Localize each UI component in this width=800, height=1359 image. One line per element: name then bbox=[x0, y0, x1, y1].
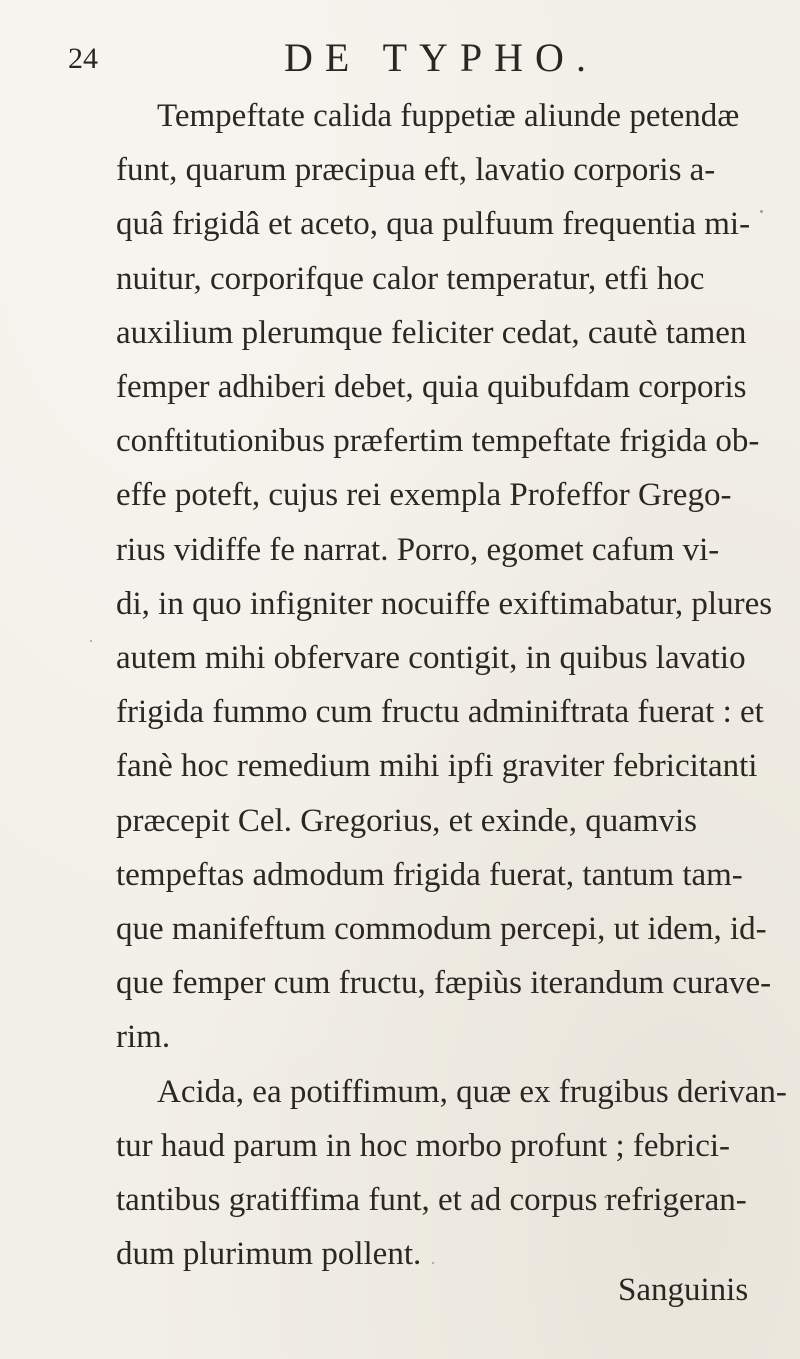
paper-speck bbox=[432, 1262, 434, 1264]
running-title: DE TYPHO. bbox=[284, 35, 598, 80]
text-line: conftitutionibus præfertim tempeftate frigida ob- bbox=[116, 423, 760, 459]
text-line: fanè hoc remedium mihi ipfi graviter febricitanti bbox=[116, 748, 758, 784]
text-line: funt, quarum præcipua eft, lavatio corporis a- bbox=[116, 152, 716, 188]
text-line: femper adhiberi debet, quia quibufdam corporis bbox=[116, 369, 747, 405]
text-line: præcepit Cel. Gregorius, et exinde, quamvis bbox=[116, 803, 698, 839]
text-line: dum plurimum pollent. bbox=[116, 1236, 422, 1272]
text-line: nuitur, corporifque calor temperatur, etfi hoc bbox=[116, 261, 705, 297]
text-line: tempeftas admodum frigida fuerat, tantum tam- bbox=[116, 857, 743, 893]
text-line: que manifeftum commodum percepi, ut idem, id- bbox=[116, 911, 767, 947]
page-header bbox=[0, 34, 800, 84]
paper-speck bbox=[90, 640, 92, 642]
text-line: rius vidiffe fe narrat. Porro, egomet cafum vi- bbox=[116, 532, 720, 568]
paper-speck bbox=[760, 210, 763, 213]
text-line: frigida fummo cum fructu adminiftrata fuerat : et bbox=[116, 694, 764, 730]
page-number: 24 bbox=[68, 42, 98, 75]
catchword: Sanguinis bbox=[618, 1272, 749, 1308]
text-line: tantibus gratiffima funt, et ad corpus refrigeran- bbox=[116, 1182, 747, 1218]
text-line: rim. bbox=[116, 1019, 171, 1055]
text-line: Acida, ea potiffimum, quæ ex frugibus derivan- bbox=[157, 1074, 787, 1110]
text-line: tur haud parum in hoc morbo profunt ; febrici- bbox=[116, 1128, 730, 1164]
text-line: effe poteft, cujus rei exempla Profeffor Grego- bbox=[116, 477, 732, 513]
text-line: Tempeftate calida fuppetiæ aliunde petendæ bbox=[157, 98, 740, 134]
text-line: que femper cum fructu, fæpiùs iterandum curave- bbox=[116, 965, 772, 1001]
paper-speck bbox=[604, 1196, 607, 1198]
text-line: quâ frigidâ et aceto, qua pulfuum frequentia mi- bbox=[116, 206, 751, 242]
text-line: autem mihi obfervare contigit, in quibus lavatio bbox=[116, 640, 746, 676]
text-line: di, in quo infigniter nocuiffe exiftimabatur, plures bbox=[116, 586, 773, 622]
text-line: auxilium plerumque feliciter cedat, cautè tamen bbox=[116, 315, 747, 351]
